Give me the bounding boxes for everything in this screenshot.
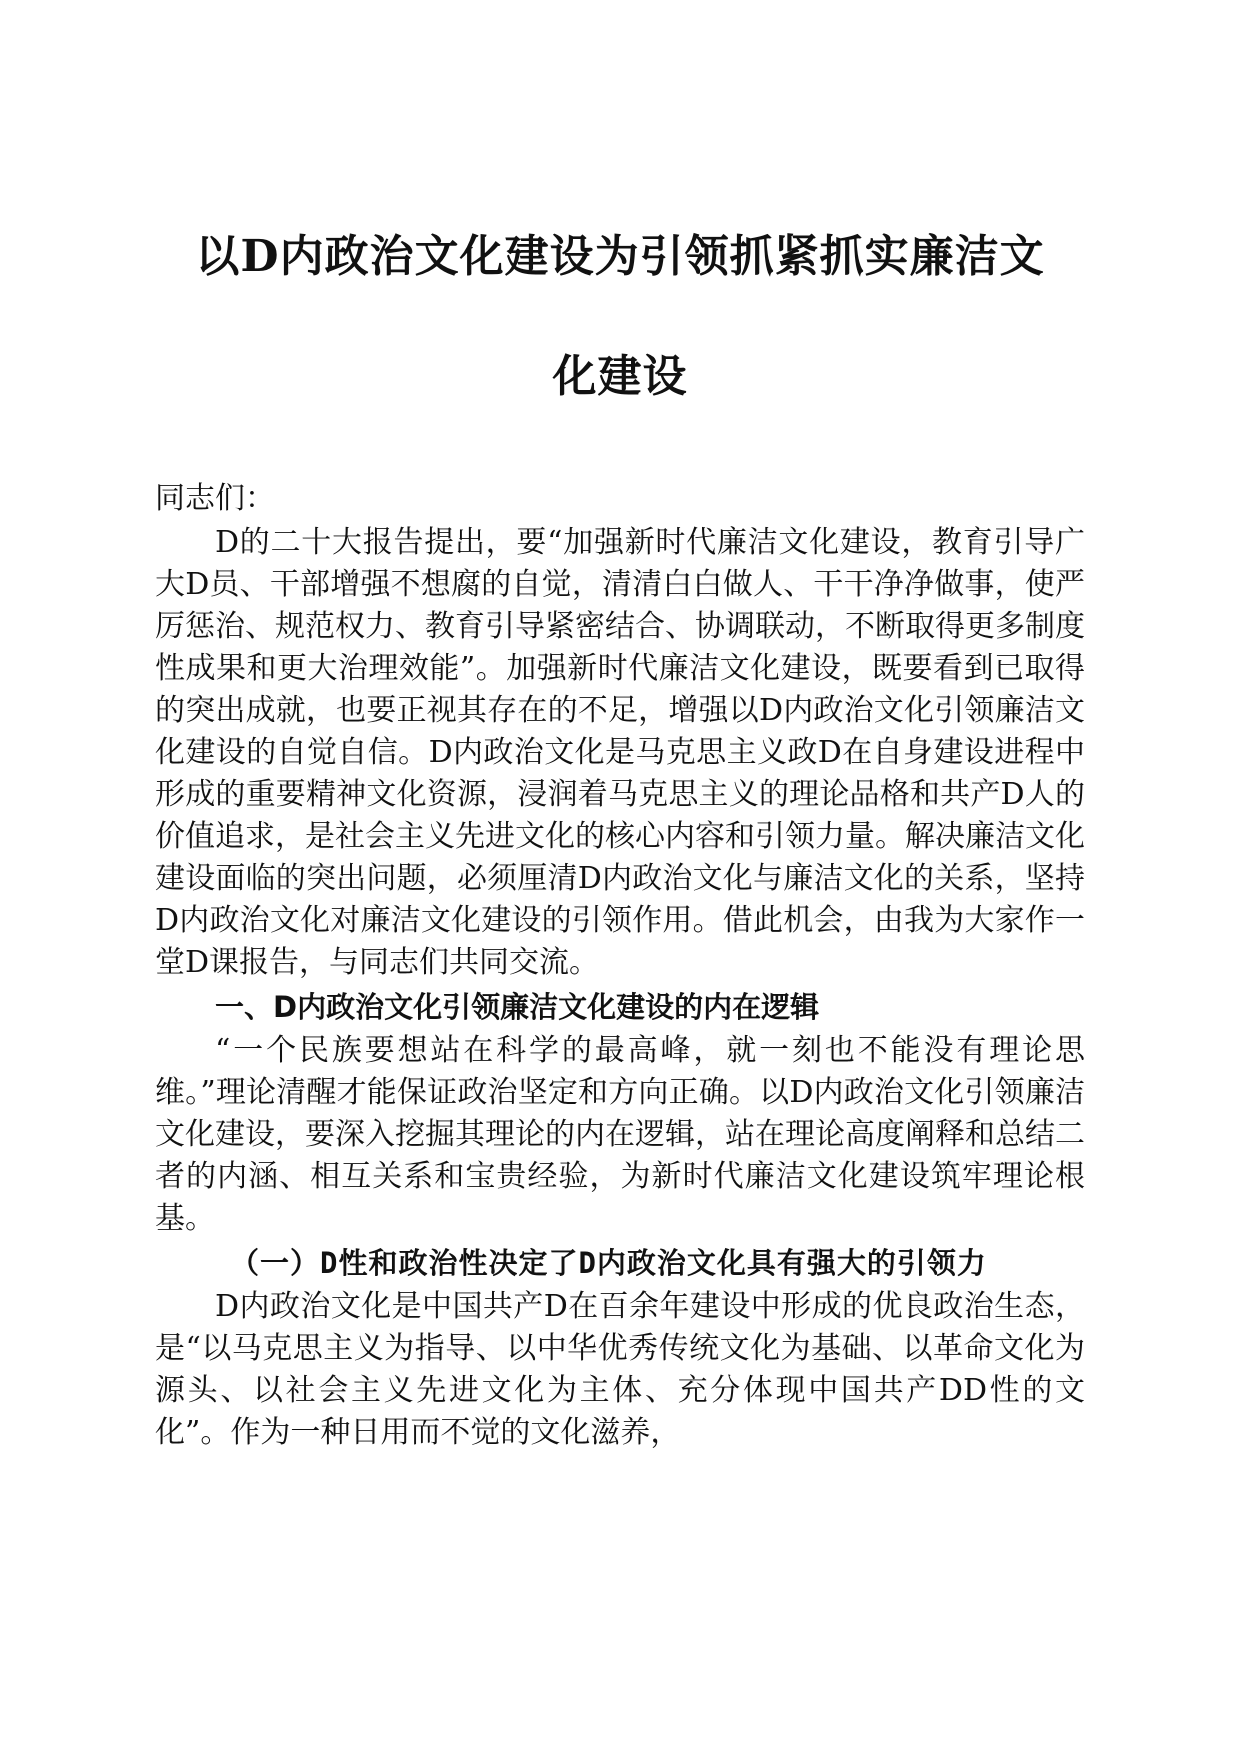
document-title-line-1: 以D内政治文化建设为引领抓紧抓实廉洁文	[195, 231, 1045, 282]
paragraph-intro: D的二十大报告提出，要“加强新时代廉洁文化建设，教育引导广大D员、干部增强不想腐的自觉，清清白白做人、干干净净做事，使严厉惩治、规范权力、教育引导紧密结合、协调联动，不断取得更多制度性成果和更大治理效能”。加强新时代廉洁文化建设，既要看到已取得的突出成就，也要正视其存在的不足，增强以D内政治文化引领廉洁文化建设的自觉自信。D内政治文化是马克思主义政D在自身建设进程中形成的重要精神文化资源，浸润着马克思主义的理论品格和共产D人的价值追求，是社会主义先进文化的核心内容和引领力量。解决廉洁文化建设面临的突出问题，必须厘清D内政治文化与廉洁文化的关系，坚持D内政治文化对廉洁文化建设的引领作用。借此机会，由我为大家作一堂D课报告，与同志们共同交流。	[155, 525, 1085, 980]
section-heading-1: 一、D内政治文化引领廉洁文化建设的内在逻辑	[215, 990, 820, 1024]
document-body	[155, 478, 1085, 1456]
salutation: 同志们：	[155, 481, 275, 516]
paragraph-theory: “一个民族要想站在科学的最高峰，就一刻也不能没有理论思维。”理论清醒才能保证政治坚定和方向正确。以D内政治文化引领廉洁文化建设，要深入挖掘其理论的内在逻辑，站在理论高度阐释和总结二者的内涵、相互关系和宝贵经验，为新时代廉洁文化建设筑牢理论根基。	[155, 1033, 1085, 1236]
document-title-line-2: 化建设	[552, 351, 688, 402]
paragraph-party-culture: D内政治文化是中国共产D在百余年建设中形成的优良政治生态，是“以马克思主义为指导、以中华优秀传统文化为基础、以革命文化为源头、以社会主义先进文化为主体、充分体现中国共产DD性的文化”。作为一种日用而不觉的文化滋养，	[155, 1289, 1085, 1450]
subsection-heading-1: （一）D性和政治性决定了D内政治文化具有强大的引领力	[230, 1246, 987, 1280]
